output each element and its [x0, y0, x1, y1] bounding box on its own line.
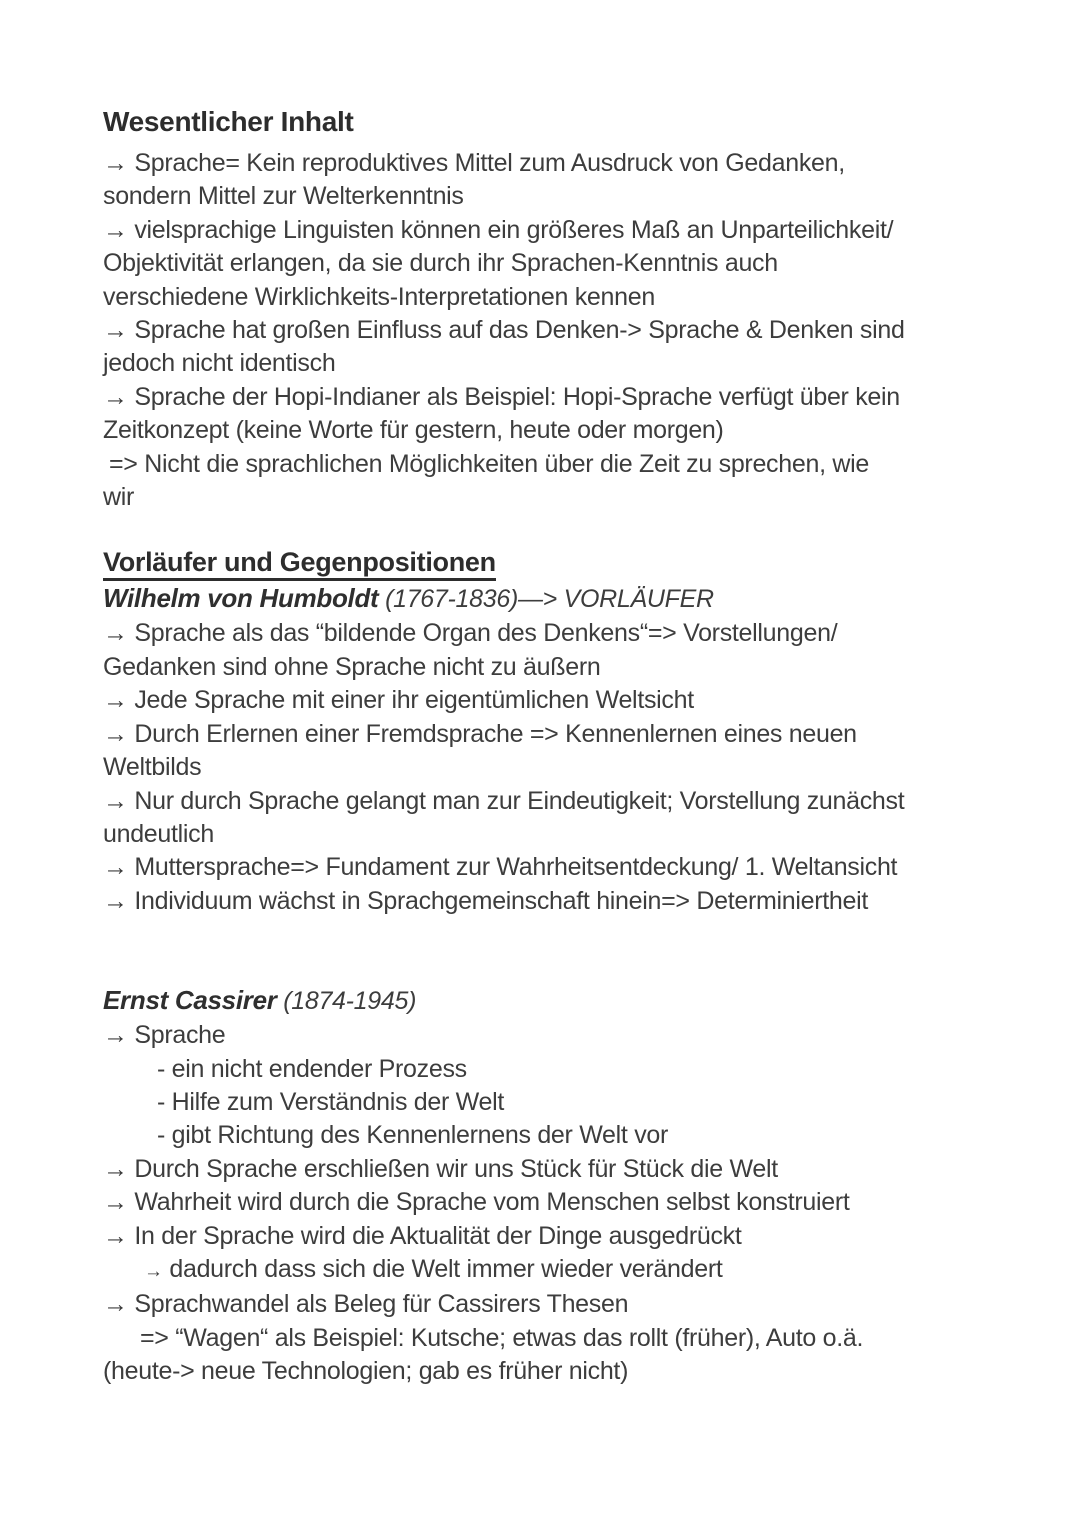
- text-line: - ein nicht endender Prozess: [157, 1054, 467, 1083]
- text-line: Zeitkonzept (keine Worte für gestern, heute oder morgen): [103, 416, 724, 445]
- small-right-arrow-icon: →: [144, 1260, 163, 1282]
- text-line: → Muttersprache=> Fundament zur Wahrheitsentdeckung/ 1. Weltansicht: [103, 853, 898, 882]
- text-line: jedoch nicht identisch: [103, 349, 336, 378]
- section-wesentlicher-inhalt: [103, 104, 1020, 514]
- text-line: Weltbilds: [103, 753, 202, 782]
- text-line: => Nicht die sprachlichen Möglichkeiten über die Zeit zu sprechen, wie: [109, 449, 869, 478]
- text-line: Gedanken sind ohne Sprache nicht zu äußern: [103, 652, 601, 681]
- text-line: → Sprache: [103, 1021, 226, 1050]
- section-ernst-cassirer: [103, 983, 1020, 1388]
- section-vorlaeufer-und-gegenpositionen: [103, 545, 1020, 918]
- text-line: → Wahrheit wird durch die Sprache vom Menschen selbst konstruiert: [103, 1188, 850, 1217]
- text-line: → In der Sprache wird die Aktualität der Dinge ausgedrückt: [103, 1221, 742, 1250]
- text-line: verschiedene Wirklichkeits-Interpretationen kennen: [103, 282, 655, 311]
- person-dates: (1767-1836)—> VORLÄUFER: [378, 585, 714, 614]
- text-line: Objektivität erlangen, da sie durch ihr Sprachen-Kenntnis auch: [103, 249, 778, 278]
- text-line: → Durch Sprache erschließen wir uns Stück für Stück die Welt: [103, 1154, 778, 1183]
- text-line: undeutlich: [103, 819, 214, 848]
- text-line: → Sprache hat großen Einfluss auf das Denken-> Sprache & Denken sind: [103, 316, 905, 345]
- heading-wesentlicher-inhalt: Wesentlicher Inhalt: [103, 106, 354, 137]
- text-line: → Sprache= Kein reproduktives Mittel zum Ausdruck von Gedanken,: [103, 149, 845, 177]
- person-dates: (1874-1945): [276, 987, 417, 1016]
- person-wilhelm-von-humboldt: [103, 581, 1020, 616]
- person-name: Ernst Cassirer: [103, 985, 277, 1016]
- text-line: sondern Mittel zur Welterkenntnis: [103, 182, 464, 211]
- heading-underlined-text: Vorläufer und Gegenpositionen: [103, 547, 496, 581]
- text-line: → vielsprachige Linguisten können ein größeres Maß an Unparteilichkeit/: [103, 215, 894, 244]
- text-line: - gibt Richtung des Kennenlernens der Welt vor: [157, 1121, 669, 1150]
- text-line: wir: [103, 483, 135, 512]
- text-line: [103, 1253, 1020, 1288]
- text-line: (heute-> neue Technologien; gab es früher nicht): [103, 1357, 629, 1386]
- heading-vorlaeufer-und-gegenpositionen: [103, 545, 1020, 579]
- person-ernst-cassirer: [103, 983, 1020, 1018]
- text-line: - Hilfe zum Verständnis der Welt: [157, 1087, 505, 1116]
- person-name: Wilhelm von Humboldt: [103, 583, 379, 614]
- text-line: → Nur durch Sprache gelangt man zur Eindeutigkeit; Vorstellung zunächst: [103, 786, 905, 815]
- text-line: => “Wagen“ als Beispiel: Kutsche; etwas das rollt (früher), Auto o.ä.: [140, 1323, 864, 1352]
- text-line: → Jede Sprache mit einer ihr eigentümlichen Weltsicht: [103, 686, 694, 715]
- text-line: → Durch Erlernen einer Fremdsprache => Kennenlernen eines neuen: [103, 719, 857, 748]
- text-line: → Sprachwandel als Beleg für Cassirers Thesen: [103, 1290, 629, 1319]
- text-line: → Sprache als das “bildende Organ des Denkens“=> Vorstellungen/: [103, 619, 838, 648]
- text-line: → Individuum wächst in Sprachgemeinschaft hinein=> Determiniertheit: [103, 886, 869, 915]
- text-line: → Sprache der Hopi-Indianer als Beispiel: Hopi-Sprache verfügt über kein: [103, 382, 900, 411]
- sub-line-text: dadurch dass sich die Welt immer wieder verändert: [169, 1254, 723, 1283]
